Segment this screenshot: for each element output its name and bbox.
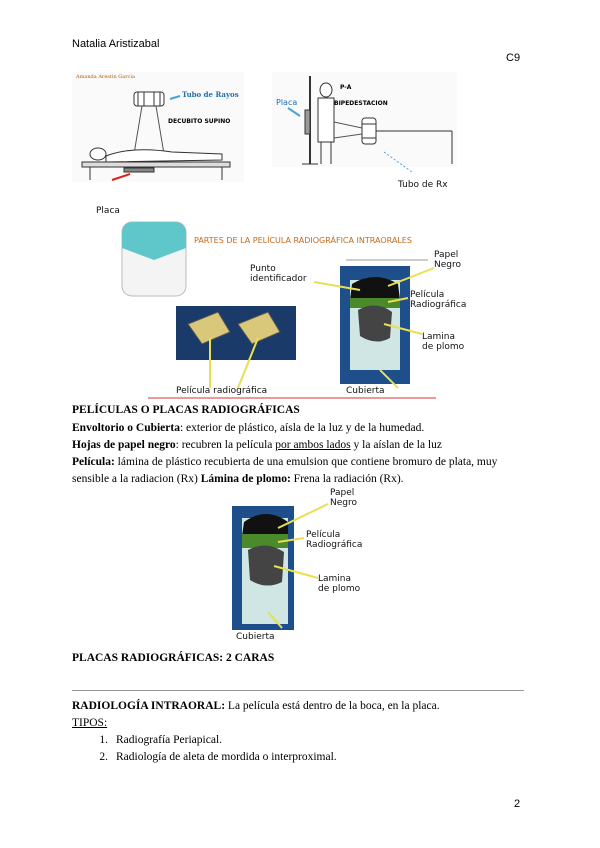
bipedestacion-illustration <box>272 72 532 197</box>
figure-partes-pelicula <box>118 220 488 402</box>
figure-decubito-supino <box>72 72 252 222</box>
section-heading-peliculas: PELÍCULAS O PLACAS RADIOGRÁFICAS <box>72 404 300 416</box>
tipos-list <box>72 732 532 766</box>
tube-label: Tubo de Rayos <box>182 90 239 99</box>
label-papel-negro: Papel Negro <box>330 488 357 508</box>
position-label: DECUBITO SUPINO <box>168 118 231 125</box>
position-label: BIPEDESTACION <box>334 100 388 107</box>
label-pelicula-bitewing: Película radiográfica <box>176 386 268 396</box>
plate-label: Placa <box>276 98 298 107</box>
label-lamina-plomo: Lamina de plomo <box>318 574 361 594</box>
page-number: 2 <box>514 798 521 810</box>
divider <box>72 690 524 691</box>
capas-illustration <box>232 488 412 648</box>
tipos-label: TIPOS: <box>72 717 108 729</box>
view-label: P-A <box>340 84 352 91</box>
tube-label: Tubo de Rx <box>398 180 448 190</box>
label-papel-negro: Papel Negro <box>434 250 461 270</box>
label-pelicula-radiografica: Película Radiográfica <box>306 530 363 550</box>
label-pelicula-radiografica: Película Radiográfica <box>410 290 467 310</box>
figure-bipedestacion <box>272 72 532 197</box>
label-cubierta: Cubierta <box>236 632 275 642</box>
figure-capas-pelicula <box>232 488 412 648</box>
list-item: 1. Radiografía Periapical. <box>99 734 223 746</box>
section-heading-placas: PLACAS RADIOGRÁFICAS: 2 CARAS <box>72 652 275 664</box>
figure-title: PARTES DE LA PELÍCULA RADIOGRÁFICA INTRAORALES <box>194 236 412 245</box>
document-code: C9 <box>506 52 521 64</box>
section-body-peliculas: Envoltorio o Cubierta: exterior de plástico, aísla de la luz y de la humedad. Hojas de papel negro: recubren la película por ambos lados y la aíslan de la luz Película: lámina de plástico recubierta de una emulsion que contiene bromuro de plata, muy sensible a la radiacion (Rx) Lámina de plomo: Frena la radiación (Rx). <box>72 422 498 485</box>
credit-label: Amanda Arestin Garcia <box>76 74 136 80</box>
list-item: 2. Radiología de aleta de mordida o interproximal. <box>99 751 337 763</box>
label-cubierta: Cubierta <box>346 386 385 396</box>
label-lamina-plomo: Lamina de plomo <box>422 332 465 352</box>
partes-illustration <box>118 220 488 402</box>
label-punto-identificador: Punto identificador <box>250 264 307 284</box>
plate-label: Placa <box>96 206 120 216</box>
section-radiologia-intraoral: RADIOLOGÍA INTRAORAL: La película está dentro de la boca, en la placa. TIPOS: 1. Radiografía Periapical. 2. Radiología de aleta de mordida o interproximal. <box>72 698 532 766</box>
author-name: Natalia Aristizabal <box>72 38 160 50</box>
